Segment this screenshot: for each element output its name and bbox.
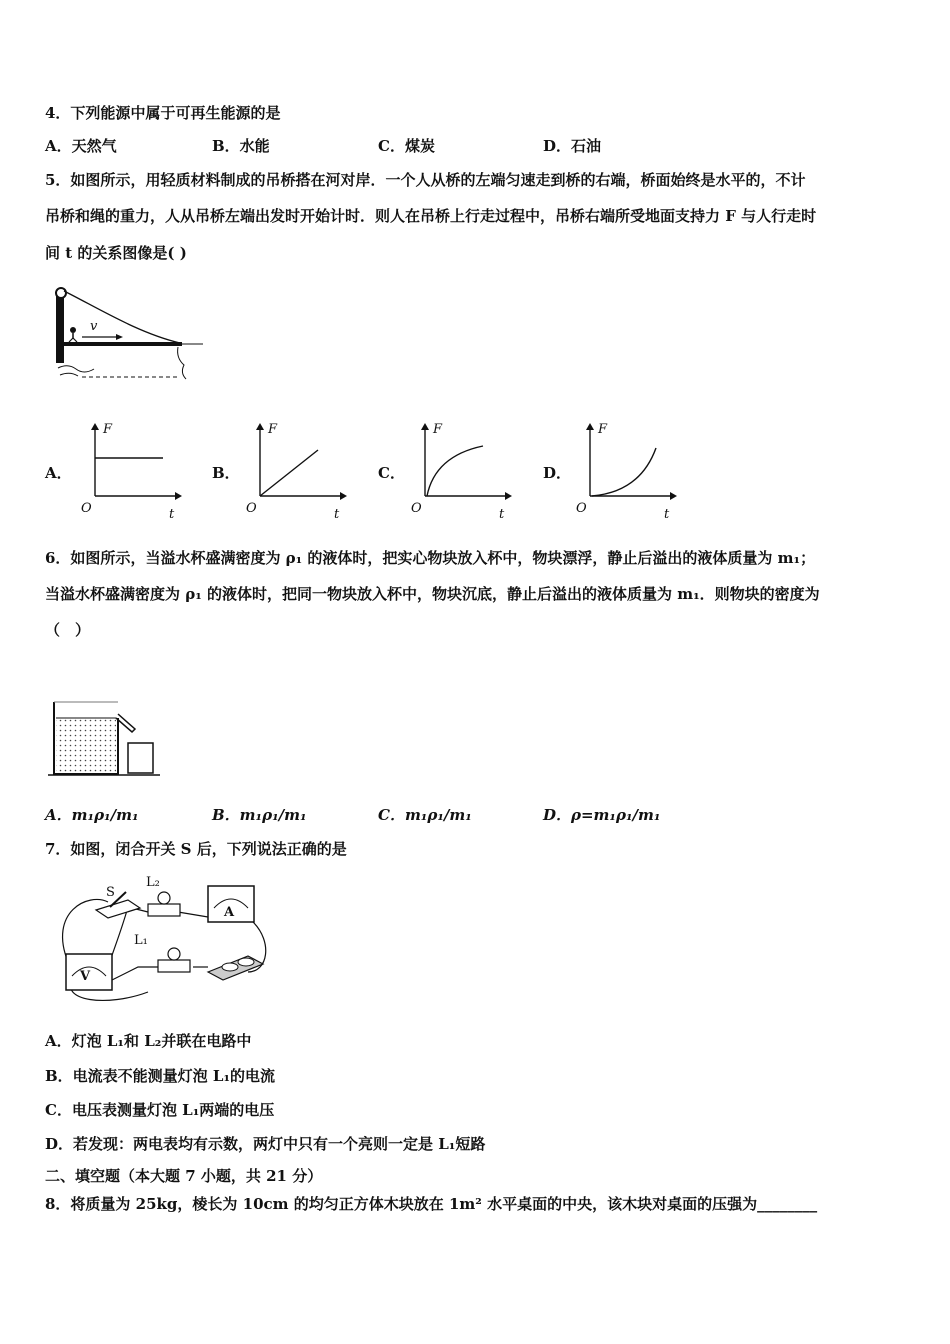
q8-stem: 8．将质量为 25kg，棱长为 10cm 的均匀正方体木块放在 1m² 水平桌面的中央，该木块对桌面的压强为________ <box>45 1195 818 1213</box>
lamp1-base <box>158 960 190 972</box>
q5-option-d: D． <box>543 464 572 482</box>
graph-a-origin: O <box>81 501 92 516</box>
lamp1-bulb-icon <box>168 948 180 960</box>
q5-option-c: C． <box>378 464 405 482</box>
bridge-figure <box>48 283 208 388</box>
q5-line-2: 吊桥和绳的重力，人从吊桥左端出发时开始计时．则人在吊桥上行走过程中，吊桥右端所受地面支持力 F 与人行走时 <box>45 207 817 225</box>
q5-line-1: 5．如图所示，用轻质材料制成的吊桥搭在河对岸．一个人从桥的左端匀速走到桥的右端，桥面始终是水平的，不计 <box>45 171 806 189</box>
q7-option-c: C．电压表测量灯泡 L₁两端的电压 <box>45 1101 275 1119</box>
q6-line-1: 6．如图所示，当溢水杯盛满密度为 ρ₁ 的液体时，把实心物块放入杯中，物块漂浮，静止后溢出的液体质量为 m₁； <box>45 549 816 567</box>
pulley-icon <box>56 288 66 298</box>
graph-c-origin: O <box>411 501 422 516</box>
voltmeter-label: V <box>80 969 91 984</box>
ammeter-label: A <box>224 905 235 920</box>
switch-label: S <box>106 885 115 900</box>
velocity-label: v <box>90 319 98 334</box>
q5-option-a: A． <box>45 464 72 482</box>
q6-option-a: A．m₁ρ₁/m₁ <box>45 806 139 824</box>
graph-c-curve <box>427 446 483 496</box>
q4-stem: 4．下列能源中属于可再生能源的是 <box>45 104 281 122</box>
q4-option-b: B．水能 <box>212 137 270 155</box>
person-icon <box>70 327 76 333</box>
section2-heading: 二、填空题（本大题 7 小题，共 21 分） <box>45 1167 323 1185</box>
q6-option-d: D．ρ=m₁ρ₁/m₁ <box>543 806 661 824</box>
lamp2-label: L₂ <box>146 875 160 890</box>
graph-d-axis-t: t <box>664 507 670 522</box>
q6-option-b: B．m₁ρ₁/m₁ <box>212 806 307 824</box>
graph-d-curve <box>592 448 656 496</box>
q7-option-d: D．若发现：两电表均有示数，两灯中只有一个亮则一定是 L₁短路 <box>45 1135 486 1153</box>
bridge-tower <box>56 291 64 363</box>
q5-graph-d <box>570 420 680 525</box>
circuit-figure <box>48 872 278 1012</box>
q7-stem: 7．如图，闭合开关 S 后，下列说法正确的是 <box>45 840 347 858</box>
liquid-fill <box>56 718 116 773</box>
q5-graph-c <box>405 420 515 525</box>
bridge-deck <box>64 342 182 346</box>
wire <box>178 912 208 917</box>
q7-option-a: A．灯泡 L₁和 L₂并联在电路中 <box>45 1032 252 1050</box>
switch-icon <box>96 900 140 918</box>
graph-a-axis-t: t <box>169 507 175 522</box>
q6-line-2: 当溢水杯盛满密度为 ρ₁ 的液体时，把同一物块放入杯中，物块沉底，静止后溢出的液体质量为 m₁．则物块的密度为 <box>45 585 820 603</box>
graph-b-origin: O <box>246 501 257 516</box>
lamp2-base <box>148 904 180 916</box>
graph-b-axis-t: t <box>334 507 340 522</box>
overflow-cup-figure <box>48 698 163 778</box>
graph-c-axis-t: t <box>499 507 505 522</box>
graph-b-axis-f: F <box>268 422 278 437</box>
q6-option-c: C．m₁ρ₁/m₁ <box>378 806 472 824</box>
q4-option-a: A．天然气 <box>45 137 117 155</box>
graph-c-axis-f: F <box>433 422 443 437</box>
q5-option-b: B． <box>212 464 240 482</box>
lamp2-bulb-icon <box>158 892 170 904</box>
q4-option-c: C．煤炭 <box>378 137 435 155</box>
lamp1-label: L₁ <box>134 933 148 948</box>
q6-line-3: （ ） <box>45 621 91 639</box>
bridge-rope <box>64 291 180 343</box>
graph-a-axis-f: F <box>103 422 113 437</box>
graph-b-curve <box>260 450 318 496</box>
graph-d-origin: O <box>576 501 587 516</box>
q4-option-d: D．石油 <box>543 137 602 155</box>
q5-graph-b <box>240 420 350 525</box>
q5-line-3: 间 t 的关系图像是( ) <box>45 244 187 262</box>
graph-d-axis-f: F <box>598 422 608 437</box>
beaker <box>128 743 153 773</box>
river-bank <box>178 347 186 379</box>
q7-option-b: B．电流表不能测量灯泡 L₁的电流 <box>45 1067 276 1085</box>
q5-graph-a <box>75 420 185 525</box>
